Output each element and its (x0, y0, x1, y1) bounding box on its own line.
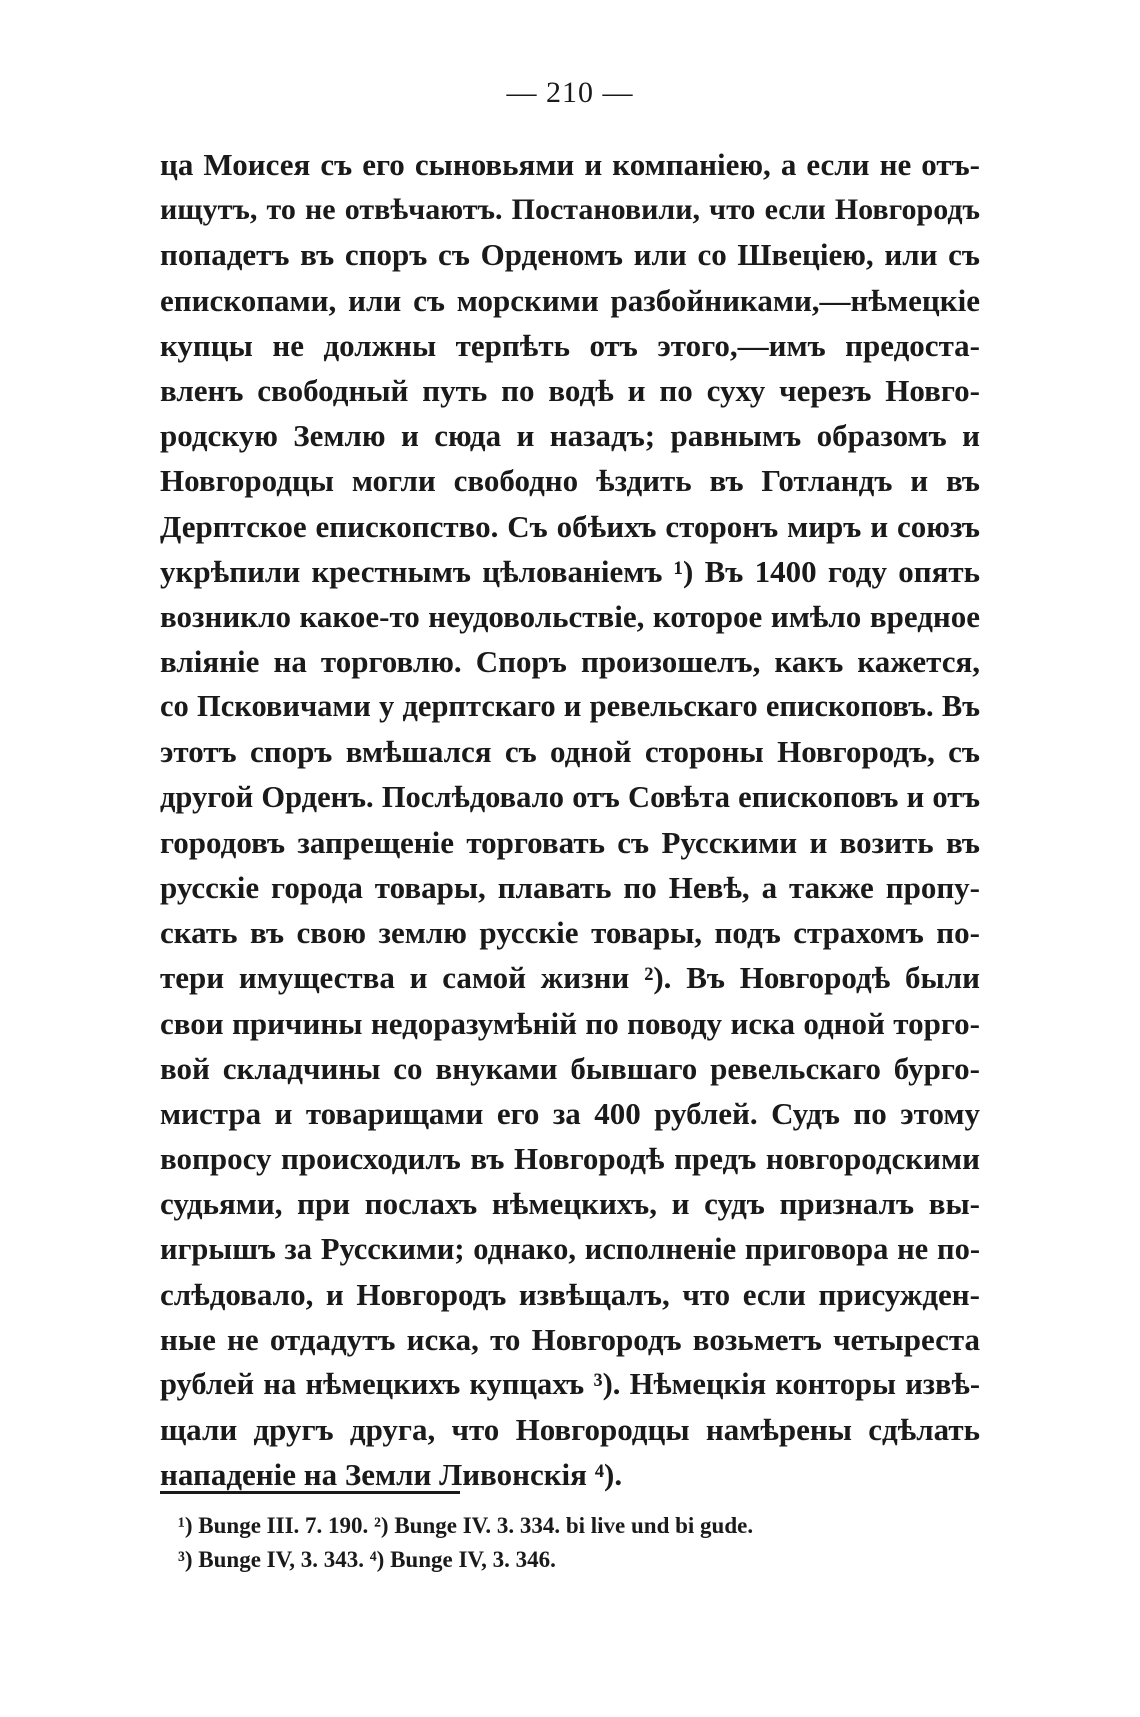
text-line: вленъ свободный путь по водѣ и по суху черезъ Новго- (160, 372, 980, 408)
text-line: другой Орденъ. Послѣдовало отъ Совѣта епископовъ и отъ (160, 779, 980, 814)
text-line: слѣдовало, и Новгородъ извѣщалъ, что если присужден- (160, 1276, 980, 1312)
text-line: вой складчины со внуками бывшаго ревельскаго бурго- (160, 1050, 980, 1086)
footnote-divider (160, 1491, 460, 1494)
text-line: рублей на нѣмецкихъ купцахъ ³). Нѣмецкія конторы извѣ- (160, 1367, 980, 1402)
text-line: вопросу происходилъ въ Новгородѣ предъ новгородскими (160, 1141, 980, 1177)
text-line: этотъ споръ вмѣшался съ одной стороны Новгородъ, съ (160, 734, 980, 770)
text-line: ищутъ, то не отвѣчаютъ. Постановили, что если Новгородъ (160, 193, 980, 227)
text-line: епископами, или съ морскими разбойниками,—нѣмецкіе (160, 282, 980, 318)
text-line: тери имущества и самой жизни ²). Въ Новгородѣ были (160, 960, 980, 996)
text-line: попадетъ въ споръ съ Орденомъ или со Швеціею, или съ (160, 237, 980, 273)
text-line: русскіе города товары, плавать по Невѣ, а также пропу- (160, 870, 980, 905)
footnote-line: ¹) Bunge III. 7. 190. ²) Bunge IV. 3. 334. bi live und bi gude. (178, 1513, 754, 1538)
text-line: мистра и товарищами его за 400 рублей. Судъ по этому (160, 1095, 980, 1131)
text-line: вліяніе на торговлю. Споръ произошелъ, какъ кажется, (160, 644, 980, 680)
text-line: ца Моисея съ его сыновьями и компаніею, а если не отъ- (160, 147, 980, 182)
text-line: возникло какое-то неудовольствіе, которое имѣло вредное (160, 598, 980, 634)
text-line-last: нападеніе на Земли Ливонскія ⁴). (160, 1457, 623, 1493)
text-line: Новгородцы могли свободно ѣздить въ Готландъ и въ (160, 463, 980, 499)
text-line: купцы не должны терпѣть отъ этого,—имъ предоста- (160, 327, 980, 363)
text-line: ные не отдадутъ иска, то Новгородъ возьметъ четыреста (160, 1321, 980, 1357)
text-line: со Псковичами у дерптскаго и ревельскаго епископовъ. Въ (160, 689, 980, 724)
page-number: — 210 — (506, 76, 634, 109)
text-line: городовъ запрещеніе торговать съ Русскими и возить въ (160, 824, 980, 860)
text-line: родскую Землю и сюда и назадъ; равнымъ образомъ и (160, 418, 980, 454)
text-line: свои причины недоразумѣній по поводу иска одной торго- (160, 1005, 980, 1041)
text-line: щали другъ друга, что Новгородцы намѣрены сдѣлать (160, 1412, 980, 1448)
text-line: Дерптское епископство. Съ обѣихъ сторонъ миръ и союзъ (160, 508, 980, 544)
text-line: игрышъ за Русскими; однако, исполненіе приговора не по- (160, 1231, 980, 1266)
footnote-line: ³) Bunge IV, 3. 343. ⁴) Bunge IV, 3. 346. (178, 1547, 556, 1572)
text-line: скать въ свою землю русскіе товары, подъ страхомъ по- (160, 915, 980, 951)
text-line: судьями, при послахъ нѣмецкихъ, и судъ призналъ вы- (160, 1186, 980, 1222)
body-text (160, 142, 980, 1498)
text-line: укрѣпили крестнымъ цѣлованіемъ ¹) Въ 1400 году опять (160, 553, 980, 589)
footnotes (178, 1509, 978, 1577)
